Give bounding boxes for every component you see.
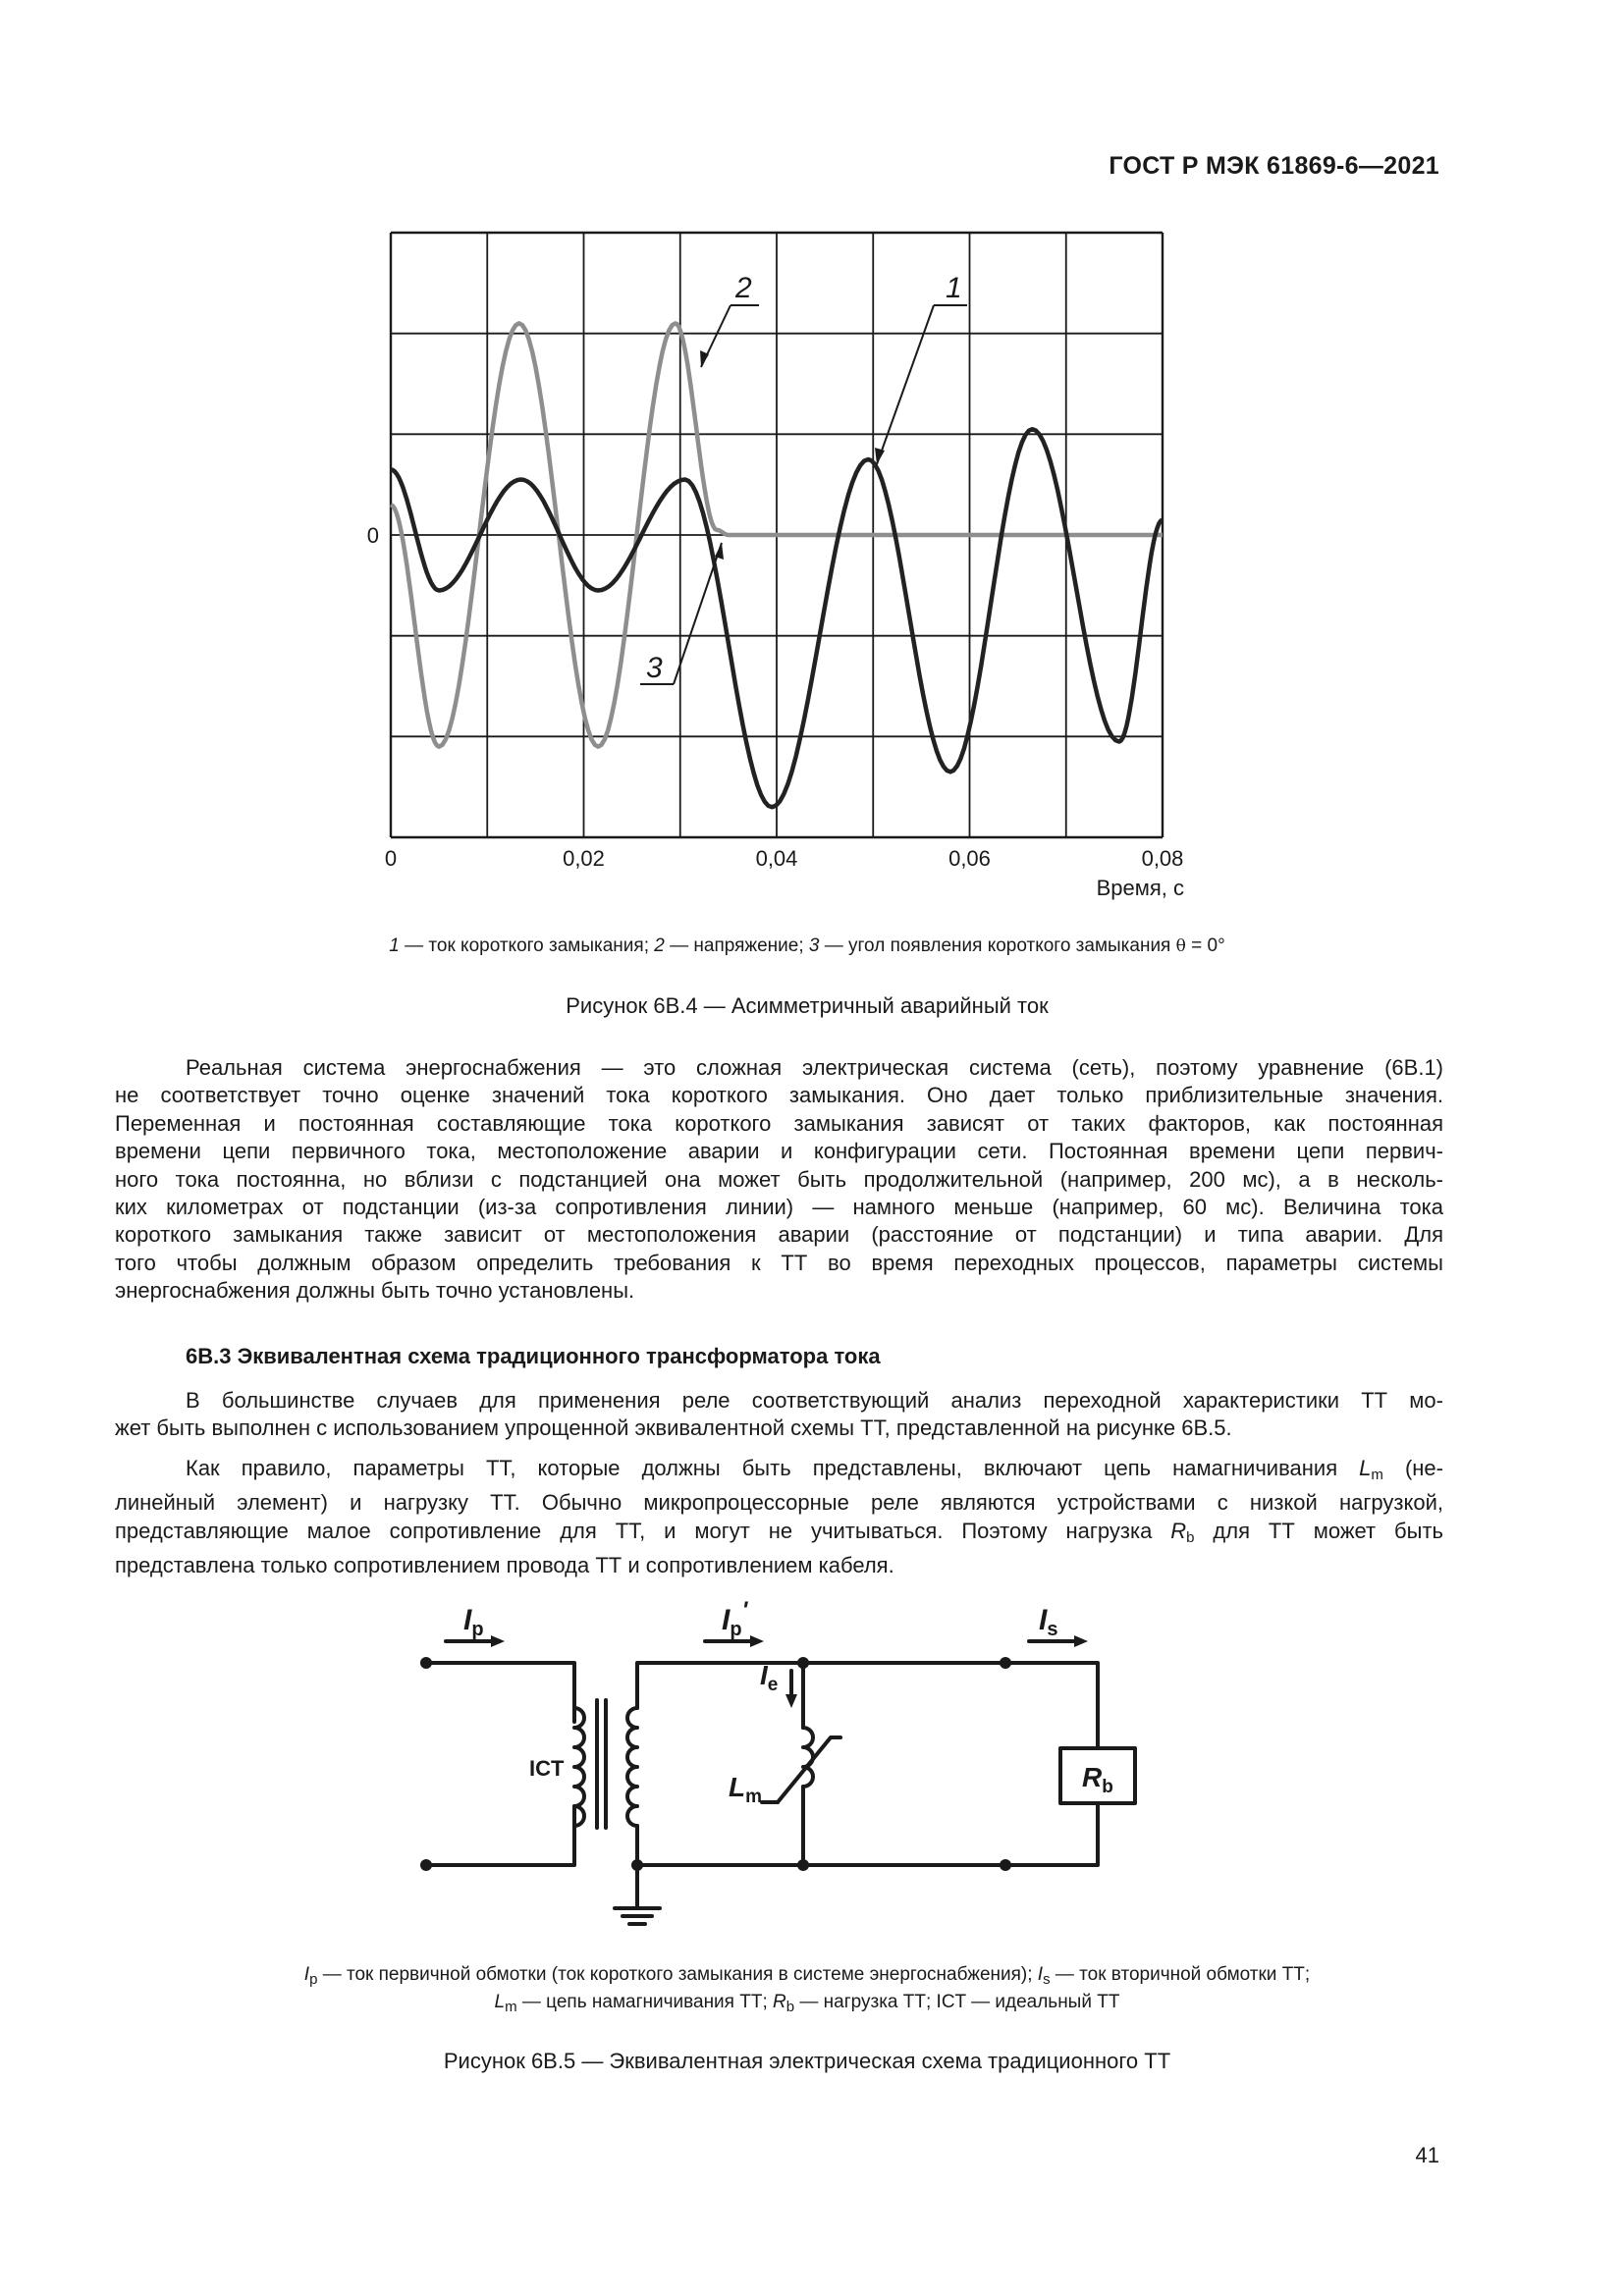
chart-tick-labels (367, 523, 1184, 871)
figure-6b5-legend-line2: $L_m$ — цепь намагничивания ТТ; $R_b$ — нагрузка ТТ; ICT — идеальный ТТ (494, 1992, 1120, 2015)
x-tick-label: 0,04 (755, 846, 798, 871)
label-is: $I_s$ (1039, 1604, 1058, 1640)
figure-6b5-legend-line1: $I_p$ — ток первичной обмотки (ток короткого замыкания в системе энергоснабжения); $I_s$ — ток вторичной обмотки ТТ; (303, 1964, 1311, 1988)
page-number: 41 (1415, 2143, 1439, 2167)
label-lm: $L_m$ (729, 1772, 763, 1807)
document-code: ГОСТ Р МЭК 61869-6—2021 (1109, 152, 1439, 180)
label-ie: $I_e$ (760, 1660, 779, 1695)
curve-label-1: 1 (946, 272, 962, 304)
secondary-bottom-wire (637, 1803, 1098, 1865)
x-tick-label: 0,08 (1141, 846, 1184, 871)
paragraph-power-system: Реальная система энергоснабжения — это сложная электрическая система (сеть), поэтому уравнение (6В.1) не соответствует точно оценке значений тока короткого замыкания. Оно дает только приблизительные значения. Переменная и постоянная составляющие тока короткого замыкания зависят от таких факторов, как постоянная времени цепи первичного тока, местоположение аварии и конфигурации сети. Постоянная времени цепи первич- ного тока постоянна, но вблизи с подстанцией она может быть продолжительной (например, 200 мс), а в несколь- ких километрах от подстанции (из-за сопротивления линии) — намного меньше (например, 60 мс). Величина тока короткого замыкания также зависит от местоположения аварии (расстояние от подстанции) и типа аварии. Для того чтобы должным образом определить требования к ТТ во время переходных процессов, параметры системы энергоснабжения должны быть точно установлены. (115, 1055, 1443, 1304)
terminal-p1 (420, 1657, 432, 1669)
label-ip-prime: $I_p'$ (722, 1597, 748, 1640)
secondary-winding (627, 1708, 637, 1826)
x-tick-label: 0,02 (563, 846, 605, 871)
section-heading: 6В.3 Эквивалентная схема традиционного трансформатора тока (186, 1344, 881, 1368)
x-axis-label: Время, с (1096, 876, 1184, 900)
figure-6b4-caption: Рисунок 6В.4 — Асимметричный аварийный ток (566, 993, 1049, 1018)
curve-label-3: 3 (646, 652, 663, 684)
lm-inductor (803, 1728, 813, 1787)
primary-top-wire (426, 1663, 574, 1722)
secondary-top-wire (637, 1663, 1098, 1748)
primary-bottom-wire (426, 1806, 574, 1865)
x-tick-label: 0,06 (948, 846, 991, 871)
figure-6b5-circuit (0, 1590, 1624, 1944)
primary-winding (574, 1708, 584, 1826)
paragraph-ct-parameters: Как правило, параметры ТТ, которые должны быть представлены, включают цепь намагничивания $L_m$ (не- линейный элемент) и нагрузку ТТ. Обычно микропроцессорные реле являются устройствами с низкой нагрузкой, представляющие малое сопротивление для ТТ, и могут не учитываться. Поэтому нагрузка $R_b$ для ТТ может быть представлена только сопротивлением провода ТТ и сопротивлением кабеля. (115, 1456, 1443, 1578)
label-ip: $I_p$ (463, 1604, 484, 1640)
label-rb: $R_b$ (1082, 1762, 1113, 1797)
paragraph-equivalent-circuit: В большинстве случаев для применения реле соответствующий анализ переходной характеристики ТТ мо- жет быть выполнен с использованием упрощенной эквивалентной схемы ТТ, представленной на рисунке 6В.5. (115, 1388, 1443, 1441)
label-ict: ICT (529, 1756, 565, 1781)
terminal-p2 (420, 1859, 432, 1871)
figure-6b5-caption: Рисунок 6В.5 — Эквивалентная электрическая схема традиционного ТТ (443, 2049, 1171, 2073)
figure-6b4-chart (0, 0, 1624, 942)
y-tick-label: 0 (366, 523, 379, 548)
x-tick-label: 0 (384, 846, 398, 871)
figure-6b4-legend: 1 — ток короткого замыкания; 2 — напряжение; 3 — угол появления короткого замыкания θ = 0° (389, 935, 1225, 956)
curve-label-2: 2 (735, 272, 752, 304)
